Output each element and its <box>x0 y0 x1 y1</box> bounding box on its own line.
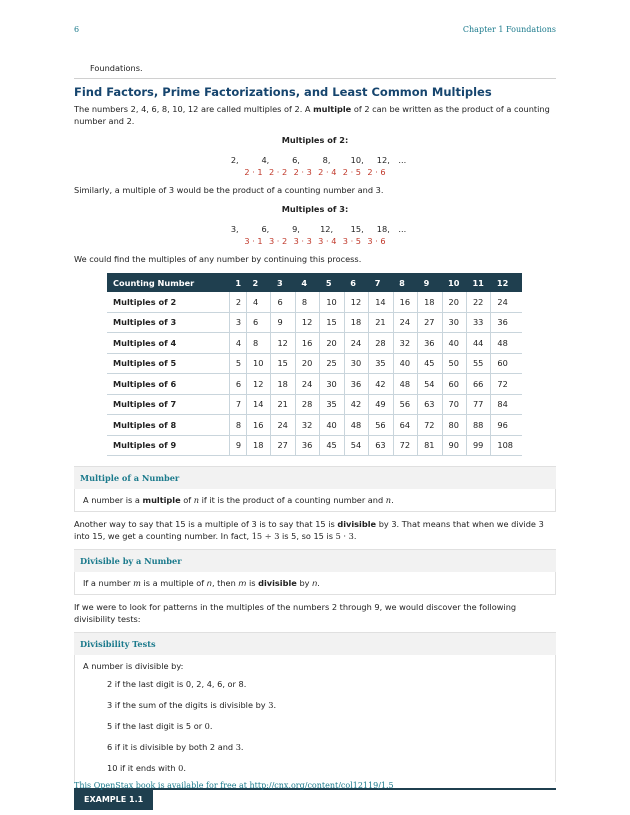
table-cell: 16 <box>393 292 417 312</box>
table-row <box>107 374 522 395</box>
table-row <box>107 415 522 436</box>
table-cell: 12 <box>295 312 319 333</box>
table-cell: 16 <box>295 333 319 354</box>
table-cell: 6 <box>229 374 246 395</box>
test-rule-5: 5 if the last digit is 5 or 0. <box>107 721 213 731</box>
table-cell: 20 <box>295 353 319 374</box>
table-cell: 24 <box>393 312 417 333</box>
table-cell: 15 <box>271 353 295 374</box>
page-content <box>74 62 556 810</box>
table-row <box>107 353 522 374</box>
table-cell: 7 <box>229 394 246 415</box>
table-cell: 42 <box>344 394 368 415</box>
table-cell: 10 <box>247 353 271 374</box>
table-row <box>107 292 522 312</box>
tests-intro: A number is divisible by: <box>83 661 184 671</box>
table-cell: 80 <box>442 415 466 436</box>
continue-paragraph: We could find the multiples of any number by continuing this process. <box>74 254 362 264</box>
table-row <box>107 333 522 354</box>
table-cell: 12 <box>344 292 368 312</box>
test-rule-3: 3 if the sum of the digits is divisible by 3. <box>107 700 277 710</box>
table-cell: 24 <box>491 292 522 312</box>
section-title: Find Factors, Prime Factorizations, and Least Common Multiples <box>74 85 492 99</box>
row-label: Multiples of 2 <box>107 292 229 312</box>
table-header-cell: 6 <box>344 273 368 292</box>
table-cell: 18 <box>271 374 295 395</box>
table-cell: 36 <box>418 333 442 354</box>
table-cell: 63 <box>418 394 442 415</box>
table-cell: 48 <box>491 333 522 354</box>
table-cell: 35 <box>369 353 393 374</box>
table-cell: 108 <box>491 435 522 456</box>
table-cell: 28 <box>295 394 319 415</box>
row-label: Multiples of 3 <box>107 312 229 333</box>
table-cell: 63 <box>369 435 393 456</box>
table-cell: 54 <box>418 374 442 395</box>
table-cell: 66 <box>466 374 490 395</box>
row-label: Multiples of 9 <box>107 435 229 456</box>
multiples-of-2-products: 2 · 1 2 · 2 2 · 3 2 · 4 2 · 5 2 · 6 <box>244 167 386 177</box>
table-body <box>107 292 522 456</box>
table-cell: 56 <box>393 394 417 415</box>
multiple-definition-box <box>74 466 556 512</box>
table-cell: 22 <box>466 292 490 312</box>
table-cell: 12 <box>247 374 271 395</box>
table-cell: 32 <box>295 415 319 436</box>
table-cell: 36 <box>491 312 522 333</box>
footer-note: This OpenStax book is available for free at http://cnx.org/content/col12119/1.5 <box>74 781 394 790</box>
test-rule-10: 10 if it ends with 0. <box>107 763 186 773</box>
table-cell: 50 <box>442 353 466 374</box>
table-cell: 45 <box>418 353 442 374</box>
multiples-of-2-numbers: 2, 4, 6, 8, 10, 12, ... <box>230 155 407 165</box>
table-cell: 64 <box>393 415 417 436</box>
multiples-of-3-products: 3 · 1 3 · 2 3 · 3 3 · 4 3 · 5 3 · 6 <box>244 236 386 246</box>
table-cell: 49 <box>369 394 393 415</box>
table-cell: 72 <box>393 435 417 456</box>
table-cell: 28 <box>369 333 393 354</box>
table-cell: 14 <box>247 394 271 415</box>
table-cell: 96 <box>491 415 522 436</box>
table-cell: 6 <box>271 292 295 312</box>
table-cell: 72 <box>491 374 522 395</box>
table-cell: 48 <box>344 415 368 436</box>
table-cell: 99 <box>466 435 490 456</box>
tests-box-body <box>74 655 556 782</box>
table-header-row <box>107 273 522 292</box>
table-header-cell: 7 <box>369 273 393 292</box>
table-cell: 45 <box>320 435 344 456</box>
table-cell: 8 <box>229 415 246 436</box>
table-cell: 10 <box>320 292 344 312</box>
table-cell: 20 <box>442 292 466 312</box>
table-row <box>107 312 522 333</box>
table-cell: 36 <box>344 374 368 395</box>
divisible-definition-box <box>74 549 556 595</box>
table-header-cell: 3 <box>271 273 295 292</box>
test-rule-2: 2 if the last digit is 0, 2, 4, 6, or 8. <box>107 679 247 689</box>
divisible-paragraph: Another way to say that 15 is a multiple of 3 is to say that 15 is divisible by 3. That means that when we divide 3 into 15, we get a counting number. In fact, 15 ÷ 3 is 5, so 15 is 5 · 3. <box>74 519 544 541</box>
table-cell: 18 <box>247 435 271 456</box>
row-label: Multiples of 5 <box>107 353 229 374</box>
table-header-cell: 11 <box>466 273 490 292</box>
table-cell: 72 <box>418 415 442 436</box>
table-cell: 42 <box>369 374 393 395</box>
table-cell: 40 <box>442 333 466 354</box>
table-cell: 6 <box>247 312 271 333</box>
table-cell: 9 <box>229 435 246 456</box>
table-cell: 30 <box>320 374 344 395</box>
table-cell: 4 <box>229 333 246 354</box>
table-header-cell: 1 <box>229 273 246 292</box>
table-row <box>107 394 522 415</box>
table-cell: 18 <box>418 292 442 312</box>
table-header-cell: 8 <box>393 273 417 292</box>
intro-paragraph: The numbers 2, 4, 6, 8, 10, 12 are called multiples of 2. A multiple of 2 can be written as the product of a counting number and 2. <box>74 104 550 126</box>
table-cell: 60 <box>442 374 466 395</box>
table-cell: 15 <box>320 312 344 333</box>
multiples-of-3-numbers: 3, 6, 9, 12, 15, 18, ... <box>230 224 407 234</box>
table-cell: 21 <box>369 312 393 333</box>
table-cell: 27 <box>418 312 442 333</box>
table-cell: 24 <box>295 374 319 395</box>
table-cell: 77 <box>466 394 490 415</box>
table-cell: 8 <box>295 292 319 312</box>
table-cell: 88 <box>466 415 490 436</box>
table-cell: 5 <box>229 353 246 374</box>
test-rule-6: 6 if it is divisible by both 2 and 3. <box>107 742 244 752</box>
table-cell: 81 <box>418 435 442 456</box>
row-label: Multiples of 6 <box>107 374 229 395</box>
table-header-cell: 4 <box>295 273 319 292</box>
table-cell: 60 <box>491 353 522 374</box>
table-cell: 30 <box>442 312 466 333</box>
page-number: 6 <box>74 25 80 34</box>
table-header-cell: 5 <box>320 273 344 292</box>
divisible-box-title: Divisible by a Number <box>74 549 556 572</box>
table-cell: 27 <box>271 435 295 456</box>
table-cell: 33 <box>466 312 490 333</box>
table-cell: 14 <box>369 292 393 312</box>
table-cell: 24 <box>344 333 368 354</box>
table-header-cell: 9 <box>418 273 442 292</box>
table-cell: 16 <box>247 415 271 436</box>
table-cell: 44 <box>466 333 490 354</box>
table-cell: 30 <box>344 353 368 374</box>
table-cell: 4 <box>247 292 271 312</box>
table-cell: 20 <box>320 333 344 354</box>
table-header-cell: 12 <box>491 273 522 292</box>
table-cell: 48 <box>393 374 417 395</box>
table-cell: 40 <box>393 353 417 374</box>
multiples-of-3-block <box>74 203 556 247</box>
table-header-cell: 10 <box>442 273 466 292</box>
divisibility-tests-box <box>74 632 556 782</box>
row-label: Multiples of 7 <box>107 394 229 415</box>
table-cell: 90 <box>442 435 466 456</box>
table-cell: 25 <box>320 353 344 374</box>
table-cell: 55 <box>466 353 490 374</box>
multiple-box-title: Multiple of a Number <box>74 466 556 489</box>
multiples-of-2-title: Multiples of 2: <box>281 135 349 145</box>
table-cell: 84 <box>491 394 522 415</box>
table-header-label: Counting Number <box>107 273 229 292</box>
multiples-of-2-block <box>74 134 556 178</box>
table-row <box>107 435 522 456</box>
row-label: Multiples of 8 <box>107 415 229 436</box>
multiples-of-3-title: Multiples of 3: <box>281 204 349 214</box>
table-cell: 21 <box>271 394 295 415</box>
similarly-paragraph: Similarly, a multiple of 3 would be the product of a counting number and 3. <box>74 185 384 195</box>
table-cell: 70 <box>442 394 466 415</box>
tests-box-title: Divisibility Tests <box>74 632 556 655</box>
row-label: Multiples of 4 <box>107 333 229 354</box>
multiples-table <box>107 273 522 456</box>
table-cell: 56 <box>369 415 393 436</box>
table-cell: 8 <box>247 333 271 354</box>
table-cell: 32 <box>393 333 417 354</box>
table-cell: 3 <box>229 312 246 333</box>
divisible-box-body: If a number m is a multiple of n, then m is divisible by n. <box>74 572 556 595</box>
table-cell: 2 <box>229 292 246 312</box>
table-cell: 54 <box>344 435 368 456</box>
patterns-paragraph: If we were to look for patterns in the multiples of the numbers 2 through 9, we would discover the following divisibility tests: <box>74 602 517 624</box>
table-cell: 24 <box>271 415 295 436</box>
continued-text: Foundations. <box>74 62 556 79</box>
multiple-box-body: A number is a multiple of n if it is the product of a counting number and n. <box>74 489 556 512</box>
table-cell: 36 <box>295 435 319 456</box>
table-cell: 9 <box>271 312 295 333</box>
example-label: EXAMPLE 1.1 <box>74 790 153 810</box>
table-header-cell: 2 <box>247 273 271 292</box>
chapter-title: Chapter 1 Foundations <box>462 25 556 34</box>
table-cell: 18 <box>344 312 368 333</box>
table-cell: 12 <box>271 333 295 354</box>
table-cell: 40 <box>320 415 344 436</box>
table-cell: 35 <box>320 394 344 415</box>
